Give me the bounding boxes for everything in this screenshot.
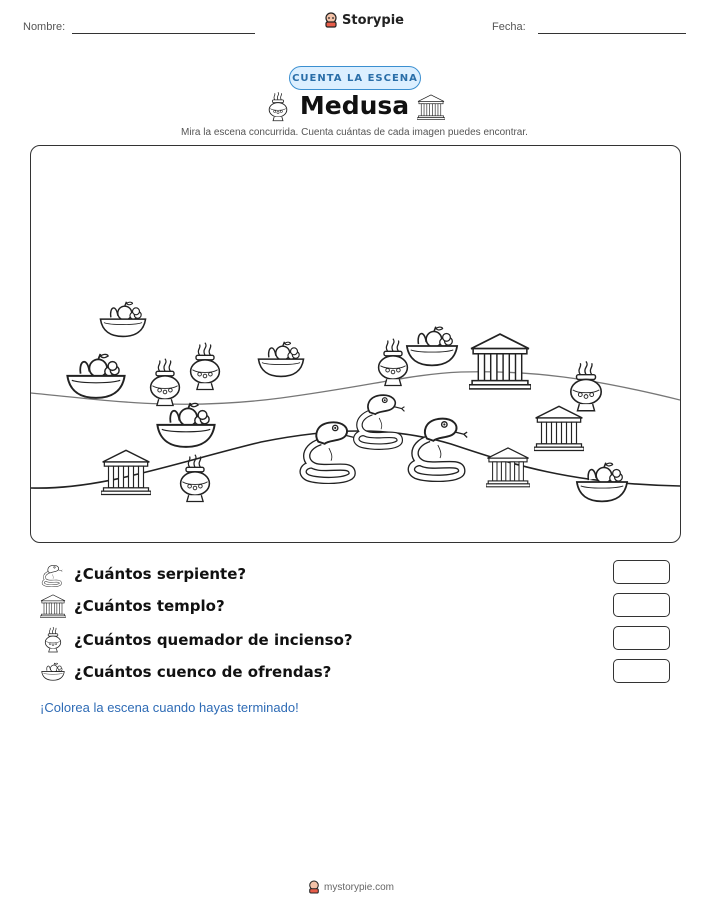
scene-illustration (31, 146, 680, 542)
storypie-logo (324, 12, 404, 28)
answer-box-temple[interactable] (613, 593, 670, 617)
offering-bowl (100, 302, 145, 337)
brand-name: Storypie (342, 12, 404, 28)
question-incense-burner (40, 627, 353, 653)
question-snake (40, 561, 246, 587)
activity-badge: CUENTA LA ESCENA (289, 66, 421, 90)
coloring-note: ¡Colorea la escena cuando hayas terminado! (40, 700, 299, 715)
temple-icon (40, 594, 66, 618)
question-temple (40, 594, 225, 618)
temple (101, 450, 151, 494)
temple (469, 334, 531, 389)
temple (486, 448, 530, 487)
snake-icon (40, 561, 66, 587)
answer-box-incense-burner[interactable] (613, 626, 670, 650)
answer-box-snake[interactable] (613, 560, 670, 584)
page-title: Medusa (299, 91, 410, 120)
question-text: ¿Cuántos serpiente? (74, 565, 247, 583)
name-field[interactable] (72, 33, 255, 34)
offering-bowl-icon (40, 660, 66, 684)
incense-burner (151, 359, 180, 406)
snake (356, 395, 404, 447)
storypie-mascot-icon (324, 12, 338, 28)
temple (534, 406, 584, 450)
offering-bowl (67, 354, 124, 398)
offering-bowl (258, 342, 303, 377)
date-label: Fecha: (492, 21, 526, 33)
question-offering-bowl (40, 660, 331, 684)
question-text: ¿Cuántos cuenco de ofrendas? (74, 663, 332, 681)
offering-bowl (157, 403, 214, 447)
date-field[interactable] (538, 33, 686, 34)
scene-frame (30, 145, 681, 543)
incense-burner (571, 361, 601, 410)
name-label: Nombre: (23, 21, 66, 33)
answer-box-offering-bowl[interactable] (613, 659, 670, 683)
snake (411, 419, 467, 479)
offering-bowl (407, 327, 457, 366)
question-text: ¿Cuántos templo? (74, 597, 225, 615)
footer-brand (308, 880, 394, 894)
instructions: Mira la escena concurrida. Cuenta cuántas de cada imagen puedes encontrar. (181, 127, 528, 138)
question-text: ¿Cuántos quemador de incienso? (74, 631, 353, 649)
storypie-mascot-icon (308, 880, 320, 894)
temple-icon (417, 94, 445, 120)
incense-burner (191, 343, 220, 390)
offering-bowl (577, 463, 627, 502)
site-url[interactable]: mystorypie.com (324, 881, 395, 893)
incense-burner-icon (40, 627, 66, 653)
